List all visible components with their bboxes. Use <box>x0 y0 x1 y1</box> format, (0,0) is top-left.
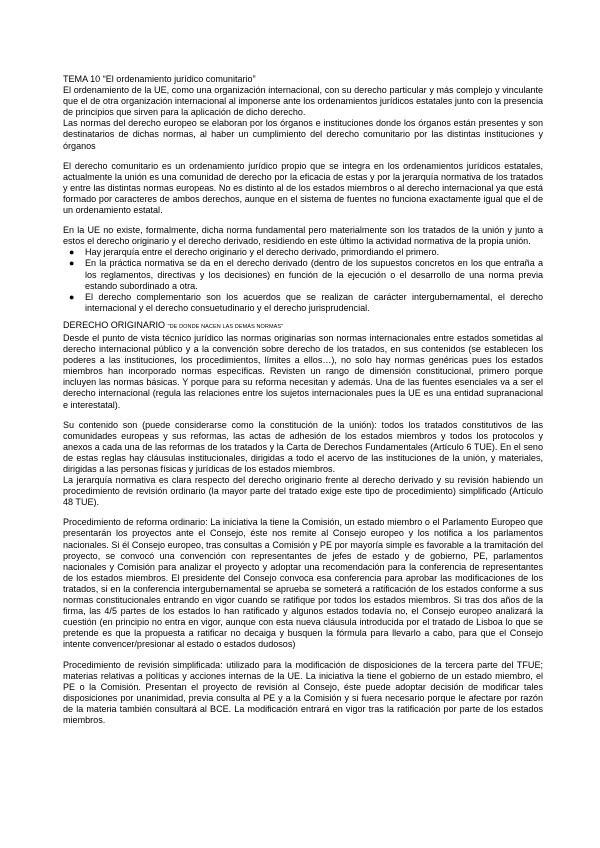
bullet-icon: ● <box>69 247 75 258</box>
bullet-list <box>63 247 543 314</box>
section-heading: DERECHO ORIGINARIO "DE DONDE NACEN LAS DEMÁS NORMAS" <box>63 319 284 330</box>
paragraph: Las normas del derecho europeo se elaboran por los órganos e instituciones donde los órganos están presentes y son destinatarios de dichas normas, al haber un cumplimiento del derecho comunitario por las distintas instituciones y órganos <box>63 118 543 151</box>
bullet-icon: ● <box>69 291 75 302</box>
paragraph: Procedimiento de revisión simplificada: utilizado para la modificación de disposiciones de la tercera parte del TFUE; materias relativas a políticas y acciones internas de la UE. La iniciativa la tiene el gobierno de un estado miembro, el PE o la Comisión. Presentan el proyecto de revisión al Consejo, éste puede adoptar decisión de modificar tales disposiciones por unanimidad, previa consulta al PE y a la Comisión y si fuera necesario porque le afectare por razón de la materia también consultará al BCE. La modificación entrará en vigor tras la ratificación por parte de los estados miembros. <box>63 659 543 725</box>
paragraph: En la UE no existe, formalmente, dicha norma fundamental pero materialmente son los tratados de la unión y junto a estos el derecho originario y el derecho derivado, residiendo en este último la actividad normativa de la propia unión. <box>63 225 543 247</box>
list-item: ● Hay jerarquía entre el derecho originario y el derecho derivado, primordiando el primero. <box>69 247 440 258</box>
paragraph: El ordenamiento de la UE, como una organización internacional, con su derecho particular y más complejo y vinculante que el de otra organización internacional al imponerse ante los ordenamientos jurídicos estatales junto con la presencia de principios que sirven para la aplicación de dicho derecho. <box>63 85 543 118</box>
document-page <box>63 74 543 726</box>
paragraph: La jerarquía normativa es clara respecto del derecho originario frente al derecho derivado y su revisión habiendo un procedimiento de revisión ordinario (la mayor parte del tratado exige este tipo de procedimiento) simplificado (Artículo 48 TUE). <box>63 475 543 508</box>
section-heading-note: "DE DONDE NACEN LAS DEMÁS NORMAS" <box>167 323 284 330</box>
paragraph: El derecho comunitario es un ordenamiento jurídico propio que se integra en los ordenamientos jurídicos estatales, actualmente la unión es una comunidad de derecho por la eficacia de estas y por la jerarquía normativa de los tratados y entre las distintas normas europeas. No es distinto al de los estados miembros o al derecho internacional ya que está formado por caracteres de ambos derechos, aunque en el sistema de fuentes no funciona exactamente igual que el de un ordenamiento estatal. <box>63 160 543 216</box>
bullet-icon: ● <box>69 258 75 269</box>
list-item: ● El derecho complementario son los acuerdos que se realizan de carácter intergubernamental, el derecho internacional y el derecho consuetudinario y el derecho jurisprudencial. <box>69 291 543 313</box>
paragraph: Desde el punto de vista técnico jurídico las normas originarias son normas internacionales entre estados sometidas al derecho internacional público y a la convención sobre derecho de los tratados, en sus contenidos (se establecen los poderes a las instituciones, los procedimientos, límites a ellos…), no solo hay normas genéricas pues los estados miembros han incorporado normas específicas. Revisten un rango de dimensión constitucional, primero porque incluyen las normas básicas. Y porque para su reforma necesitan y además. Una de las fuentes esenciales va a ser el derecho internacional (regula las relaciones entre los sujetos internacionales pues la UE es una entidad supranacional e interestatal). <box>63 332 543 410</box>
paragraph: Procedimiento de reforma ordinario: La iniciativa la tiene la Comisión, un estado miembro o el Parlamento Europeo que presentarán los proyectos ante el Consejo, éste nos remite al Consejo europeo y los notifica a los parlamentos nacionales. Si él Consejo europeo, tras consultas a Comisión y PE por mayoría simple es favorable a la tramitación del proyecto, se convocó una convención con representantes de jefes de estado y de gobierno, PE, parlamentos nacionales y Comisión para analizar el proyecto y adoptar una recomendación para la conferencia de representantes de los estados miembros. El presidente del Consejo convoca esa conferencia para aprobar las modificaciones de los tratados, si en la conferencia intergubernamental se aprueba se someterá a ratificación de los estados conforme a sus normas constitucionales entrando en vigor cuando se ratifique por todos los estados miembros. Si tras dos años de la firma, las 4/5 partes de los estados lo han ratificado y algunos estados todavía no, el Consejo europeo analizará la cuestión (en principio no entra en vigor, aunque con esta nueva cláusula introducida por el tratado de Lisboa lo que se pretende es que la propuesta a ratificar no decaiga y busquen la fórmula para llevarlo a cabo, para que el Consejo intente convencer/presionar al estado o estados dudosos) <box>63 517 543 650</box>
document-title: TEMA 10 “El ordenamiento jurídico comunitario” <box>63 74 256 84</box>
paragraph: Su contenido son (puede considerarse como la constitución de la unión): todos los tratados constitutivos de las comunidades europeas y sus reformas, las actas de adhesión de los estados miembros y todos los protocolos y anexos a cada una de las reformas de los tratados y la Carta de Derechos Fundamentales (Artículo 6 TUE). En el seno de estas reglas hay cláusulas institucionales, dirigidas a todo el acervo de las instituciones de la unión, y materiales, dirigidas a las personas físicas y jurídicas de los estados miembros. <box>63 419 543 474</box>
list-item: ● En la práctica normativa se da en el derecho derivado (dentro de los supuestos concretos en los que entraña a los reglamentos, directivas y los decisiones) en función de la ejecución o el desarrollo de una norma previa estando subordinado a otra. <box>69 258 543 291</box>
